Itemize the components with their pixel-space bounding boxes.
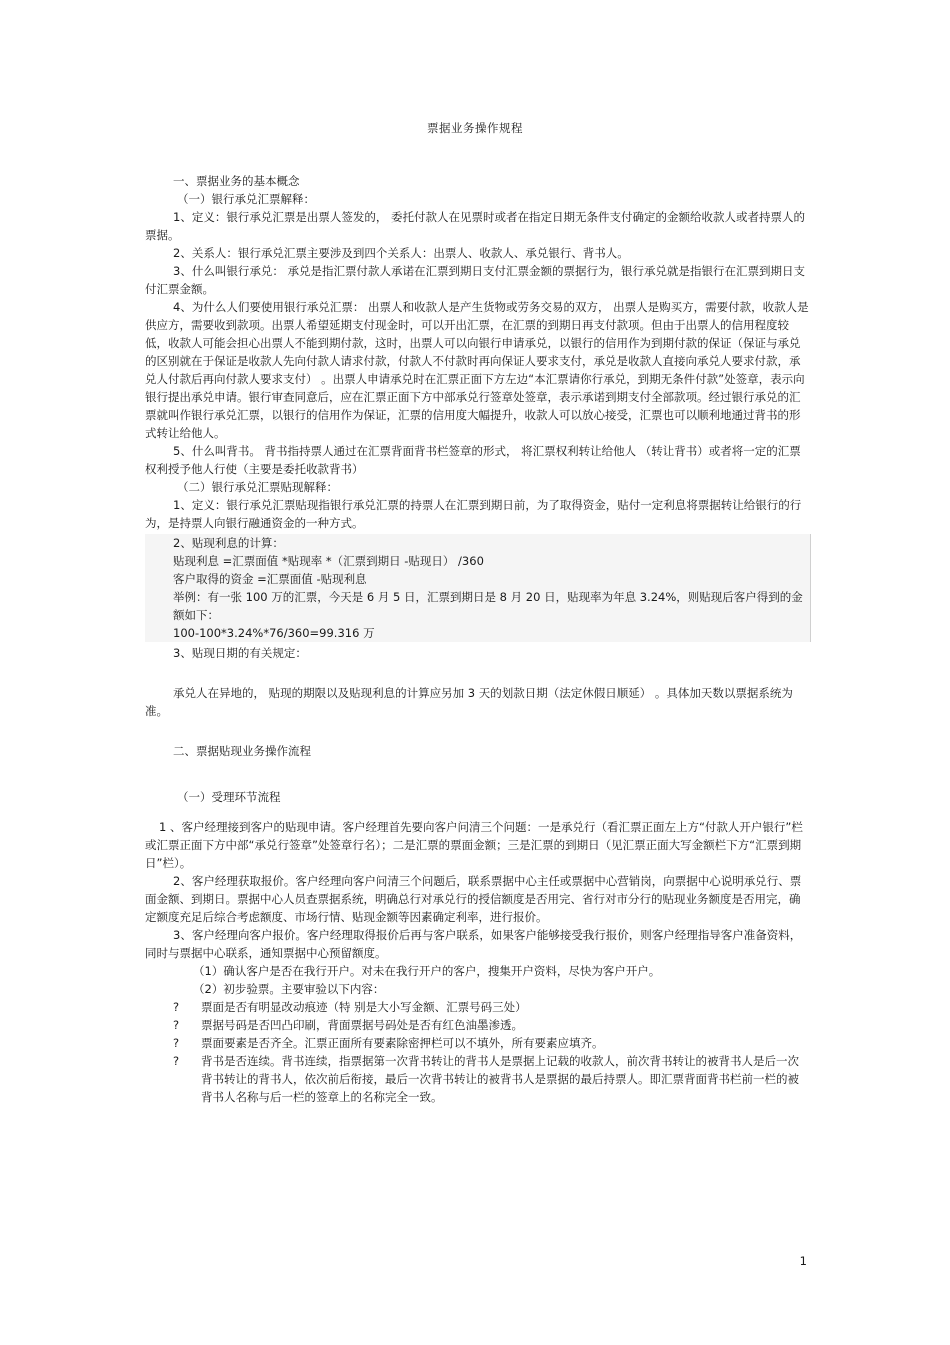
list-item <box>145 1016 810 1034</box>
list-item-text: 票面要素是否齐全。汇票正面所有要素除密押栏可以不填外，所有要素应填齐。 <box>201 1036 604 1050</box>
paragraph-step-2: 2、客户经理获取报价。客户经理向客户问清三个问题后，联系票据中心主任或票据中心营销岗，向票据中心说明承兑行、票面金额、到期日。票据中心人员查票据系统，明确总行对承兑行的授信额度是否用完、省行对市分行的贴现业务额度是否用完，确定额度充足后综合考虑额度、市场行情、贴现金额等因素确定利率，进行报价。 <box>145 874 802 924</box>
paragraph-step-3-2: （2）初步验票。主要审验以下内容： <box>193 982 385 996</box>
paragraph-definition: 1、定义：银行承兑汇票是出票人签发的， 委托付款人在见票时或者在指定日期无条件支付确定的金额给收款人或者持票人的票据。 <box>145 210 805 242</box>
paragraph-remote-acceptor: 承兑人在异地的， 贴现的期限以及贴现利息的计算应另加 3 天的划款日期（法定休假日顺延） 。具体加天数以票据系统为准。 <box>145 686 793 718</box>
calc-formula-funds: 客户取得的资金 =汇票面值 -贴现利息 <box>173 572 367 586</box>
subsection-heading: （一）受理环节流程 <box>177 790 281 804</box>
paragraph-endorsement: 5、什么叫背书。 背书指持票人通过在汇票背面背书栏签章的形式， 将汇票权利转让给他人 （转让背书）或者将一定的汇票权利授予他人行使（主要是委托收款背书） <box>145 444 801 476</box>
section-heading-2: 二、票据贴现业务操作流程 <box>173 744 311 758</box>
subsection-heading: （二）银行承兑汇票贴现解释： <box>177 480 338 494</box>
paragraph-date-rules: 3、贴现日期的有关规定： <box>173 646 307 660</box>
bullet-mark: ? <box>173 1054 180 1068</box>
bullet-mark: ? <box>173 1000 180 1014</box>
calc-formula-interest: 贴现利息 =汇票面值 *贴现率 *（汇票到期日 -贴现日） /360 <box>173 554 484 568</box>
subsection-heading: （一）银行承兑汇票解释： <box>177 192 315 206</box>
calc-result: 100-100*3.24%*76/360=99.316 万 <box>173 626 375 640</box>
section-heading-1: 一、票据业务的基本概念 <box>173 174 300 188</box>
document-body <box>145 172 810 1106</box>
page-number: 1 <box>799 1254 807 1268</box>
paragraph-parties: 2、关系人：银行承兑汇票主要涉及到四个关系人：出票人、收款人、承兑银行、背书人。 <box>173 246 629 260</box>
paragraph-acceptance: 3、什么叫银行承兑： 承兑是指汇票付款人承诺在汇票到期日支付汇票金额的票据行为，银行承兑就是指银行在汇票到期日支付汇票金额。 <box>145 264 805 296</box>
list-item <box>145 998 810 1016</box>
list-item <box>145 1034 810 1052</box>
calc-heading: 2、贴现利息的计算： <box>173 536 284 550</box>
list-item-text: 票据号码是否凹凸印刷，背面票据号码处是否有红色油墨渗透。 <box>201 1018 523 1032</box>
list-item-text: 背书是否连续。背书连续，指票据第一次背书转让的背书人是票据上记载的收款人，前次背书转让的被背书人是后一次背书转让的背书人，依次前后衔接，最后一次背书转让的被背书人是票据的最后持票人。即汇票背面背书栏前一栏的被背书人名称与后一栏的签章上的名称完全一致。 <box>201 1054 799 1104</box>
paragraph-step-1: 1 、客户经理接到客户的贴现申请。客户经理首先要向客户问清三个问题：一是承兑行（看汇票正面左上方“付款人开户银行”栏或汇票正面下方中部“承兑行签章”处签章行名）；二是汇票的票面金额；三是汇票的到期日（见汇票正面大写金额栏下方“汇票到期日”栏）。 <box>145 820 803 870</box>
list-item <box>145 1052 810 1106</box>
paragraph-discount-definition: 1、定义：银行承兑汇票贴现指银行承兑汇票的持票人在汇票到期日前，为了取得资金，贴付一定利息将票据转让给银行的行为，是持票人向银行融通资金的一种方式。 <box>145 498 802 530</box>
paragraph-why-use: 4、为什么人们要使用银行承兑汇票： 出票人和收款人是产生货物或劳务交易的双方， 出票人是购买方，需要付款，收款人是供应方，需要收到款项。出票人希望延期支付现金时，可以开出汇票，在汇票的到期日再支付款项。但由于出票人的信用程度较低，收款人可能会担心出票人不能到期付款，这时，出票人可以向银行申请承兑，以银行的信用作为到期付款的保证（保证与承兑的区别就在于保证是收款人先向付款人请求付款，付款人不付款时再向保证人要求支付，承兑是收款人直接向承兑人要求付款，承兑人付款后再向付款人要求支付） 。出票人申请承兑时在汇票正面下方左边“本汇票请你行承兑，到期无条件付款”处签章，表示向银行提出承兑申请。银行审查同意后，应在汇票正面下方中部承兑行签章处签章，表示承诺到期支付全部款项。经过银行承兑的汇票就叫作银行承兑汇票，以银行的信用作为保证，汇票的信用度大幅提升，收款人可以放心接受，汇票也可以顺利地通过背书的形式转让给他人。 <box>145 300 809 440</box>
bullet-mark: ? <box>173 1018 180 1032</box>
interest-calculation-box <box>145 534 811 642</box>
bullet-mark: ? <box>173 1036 180 1050</box>
list-item-text: 票面是否有明显改动痕迹（特 别是大小写金额、汇票号码三处） <box>201 1000 527 1014</box>
document-title: 票据业务操作规程 <box>427 121 523 135</box>
paragraph-step-3: 3、客户经理向客户报价。客户经理取得报价后再与客户联系，如果客户能够接受我行报价，则客户经理指导客户准备资料，同时与票据中心联系，通知票据中心预留额度。 <box>145 928 802 960</box>
paragraph-step-3-1: （1）确认客户是否在我行开户。对未在我行开户的客户，搜集开户资料，尽快为客户开户。 <box>193 964 661 978</box>
calc-example: 举例：有一张 100 万的汇票，今天是 6 月 5 日，汇票到期日是 8 月 20 日，贴现率为年息 3.24%，则贴现后客户得到的金额如下： <box>173 590 803 622</box>
